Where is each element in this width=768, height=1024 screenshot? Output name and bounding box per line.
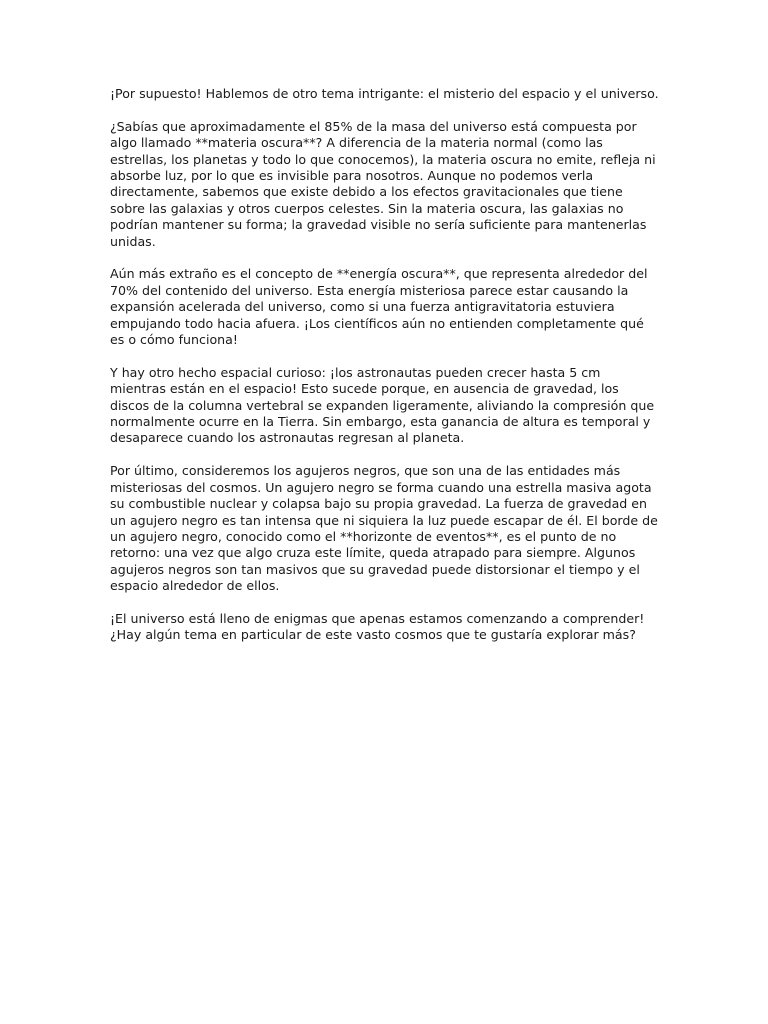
paragraph-closing: ¡El universo está lleno de enigmas que apenas estamos comenzando a comprender! ¿Hay algún tema en particular de este vasto cosmos que te gustaría explorar más? [110, 610, 645, 643]
document-body [110, 86, 660, 660]
paragraph-intro: ¡Por supuesto! Hablemos de otro tema intrigante: el misterio del espacio y el universo. [110, 86, 659, 101]
paragraph-dark-matter: ¿Sabías que aproximadamente el 85% de la masa del universo está compuesta por algo llamado **materia oscura**? A diferencia de la materia normal (como las estrellas, los planetas y todo lo que conocemos), la materia oscura no emite, refleja ni absorbe luz, por lo que es invisible para nosotros. Aunque no podemos verla directamente, sabemos que existe debido a los efectos gravitacionales que tiene sobre las galaxias y otros cuerpos celestes. Sin la materia oscura, las galaxias no podrían mantener su forma; la gravedad visible no sería suficiente para mantenerlas unidas. [110, 118, 656, 249]
paragraph-black-holes: Por último, consideremos los agujeros negros, que son una de las entidades más misteriosas del cosmos. Un agujero negro se forma cuando una estrella masiva agota su combustible nuclear y colapsa bajo su propia gravedad. La fuerza de gravedad en un agujero negro es tan intensa que ni siquiera la luz puede escapar de él. El borde de un agujero negro, conocido como el **horizonte de eventos**, es el punto de no retorno: una vez que algo cruza este límite, queda atrapado para siempre. Algunos agujeros negros son tan masivos que su gravedad puede distorsionar el tiempo y el espacio alrededor de ellos. [110, 463, 658, 594]
paragraph-dark-energy: Aún más extraño es el concepto de **energía oscura**, que representa alrededor del 70% del contenido del universo. Esta energía misteriosa parece estar causando la expansión acelerada del universo, como si una fuerza antigravitatoria estuviera empujando todo hacia afuera. ¡Los científicos aún no entienden completamente qué es o cómo funciona! [110, 266, 648, 348]
paragraph-astronauts: Y hay otro hecho espacial curioso: ¡los astronautas pueden crecer hasta 5 cm mientras están en el espacio! Esto sucede porque, en ausencia de gravedad, los discos de la columna vertebral se expanden ligeramente, aliviando la compresión que normalmente ocurre en la Tierra. Sin embargo, esta ganancia de altura es temporal y desaparece cuando los astronautas regresan al planeta. [110, 364, 655, 446]
